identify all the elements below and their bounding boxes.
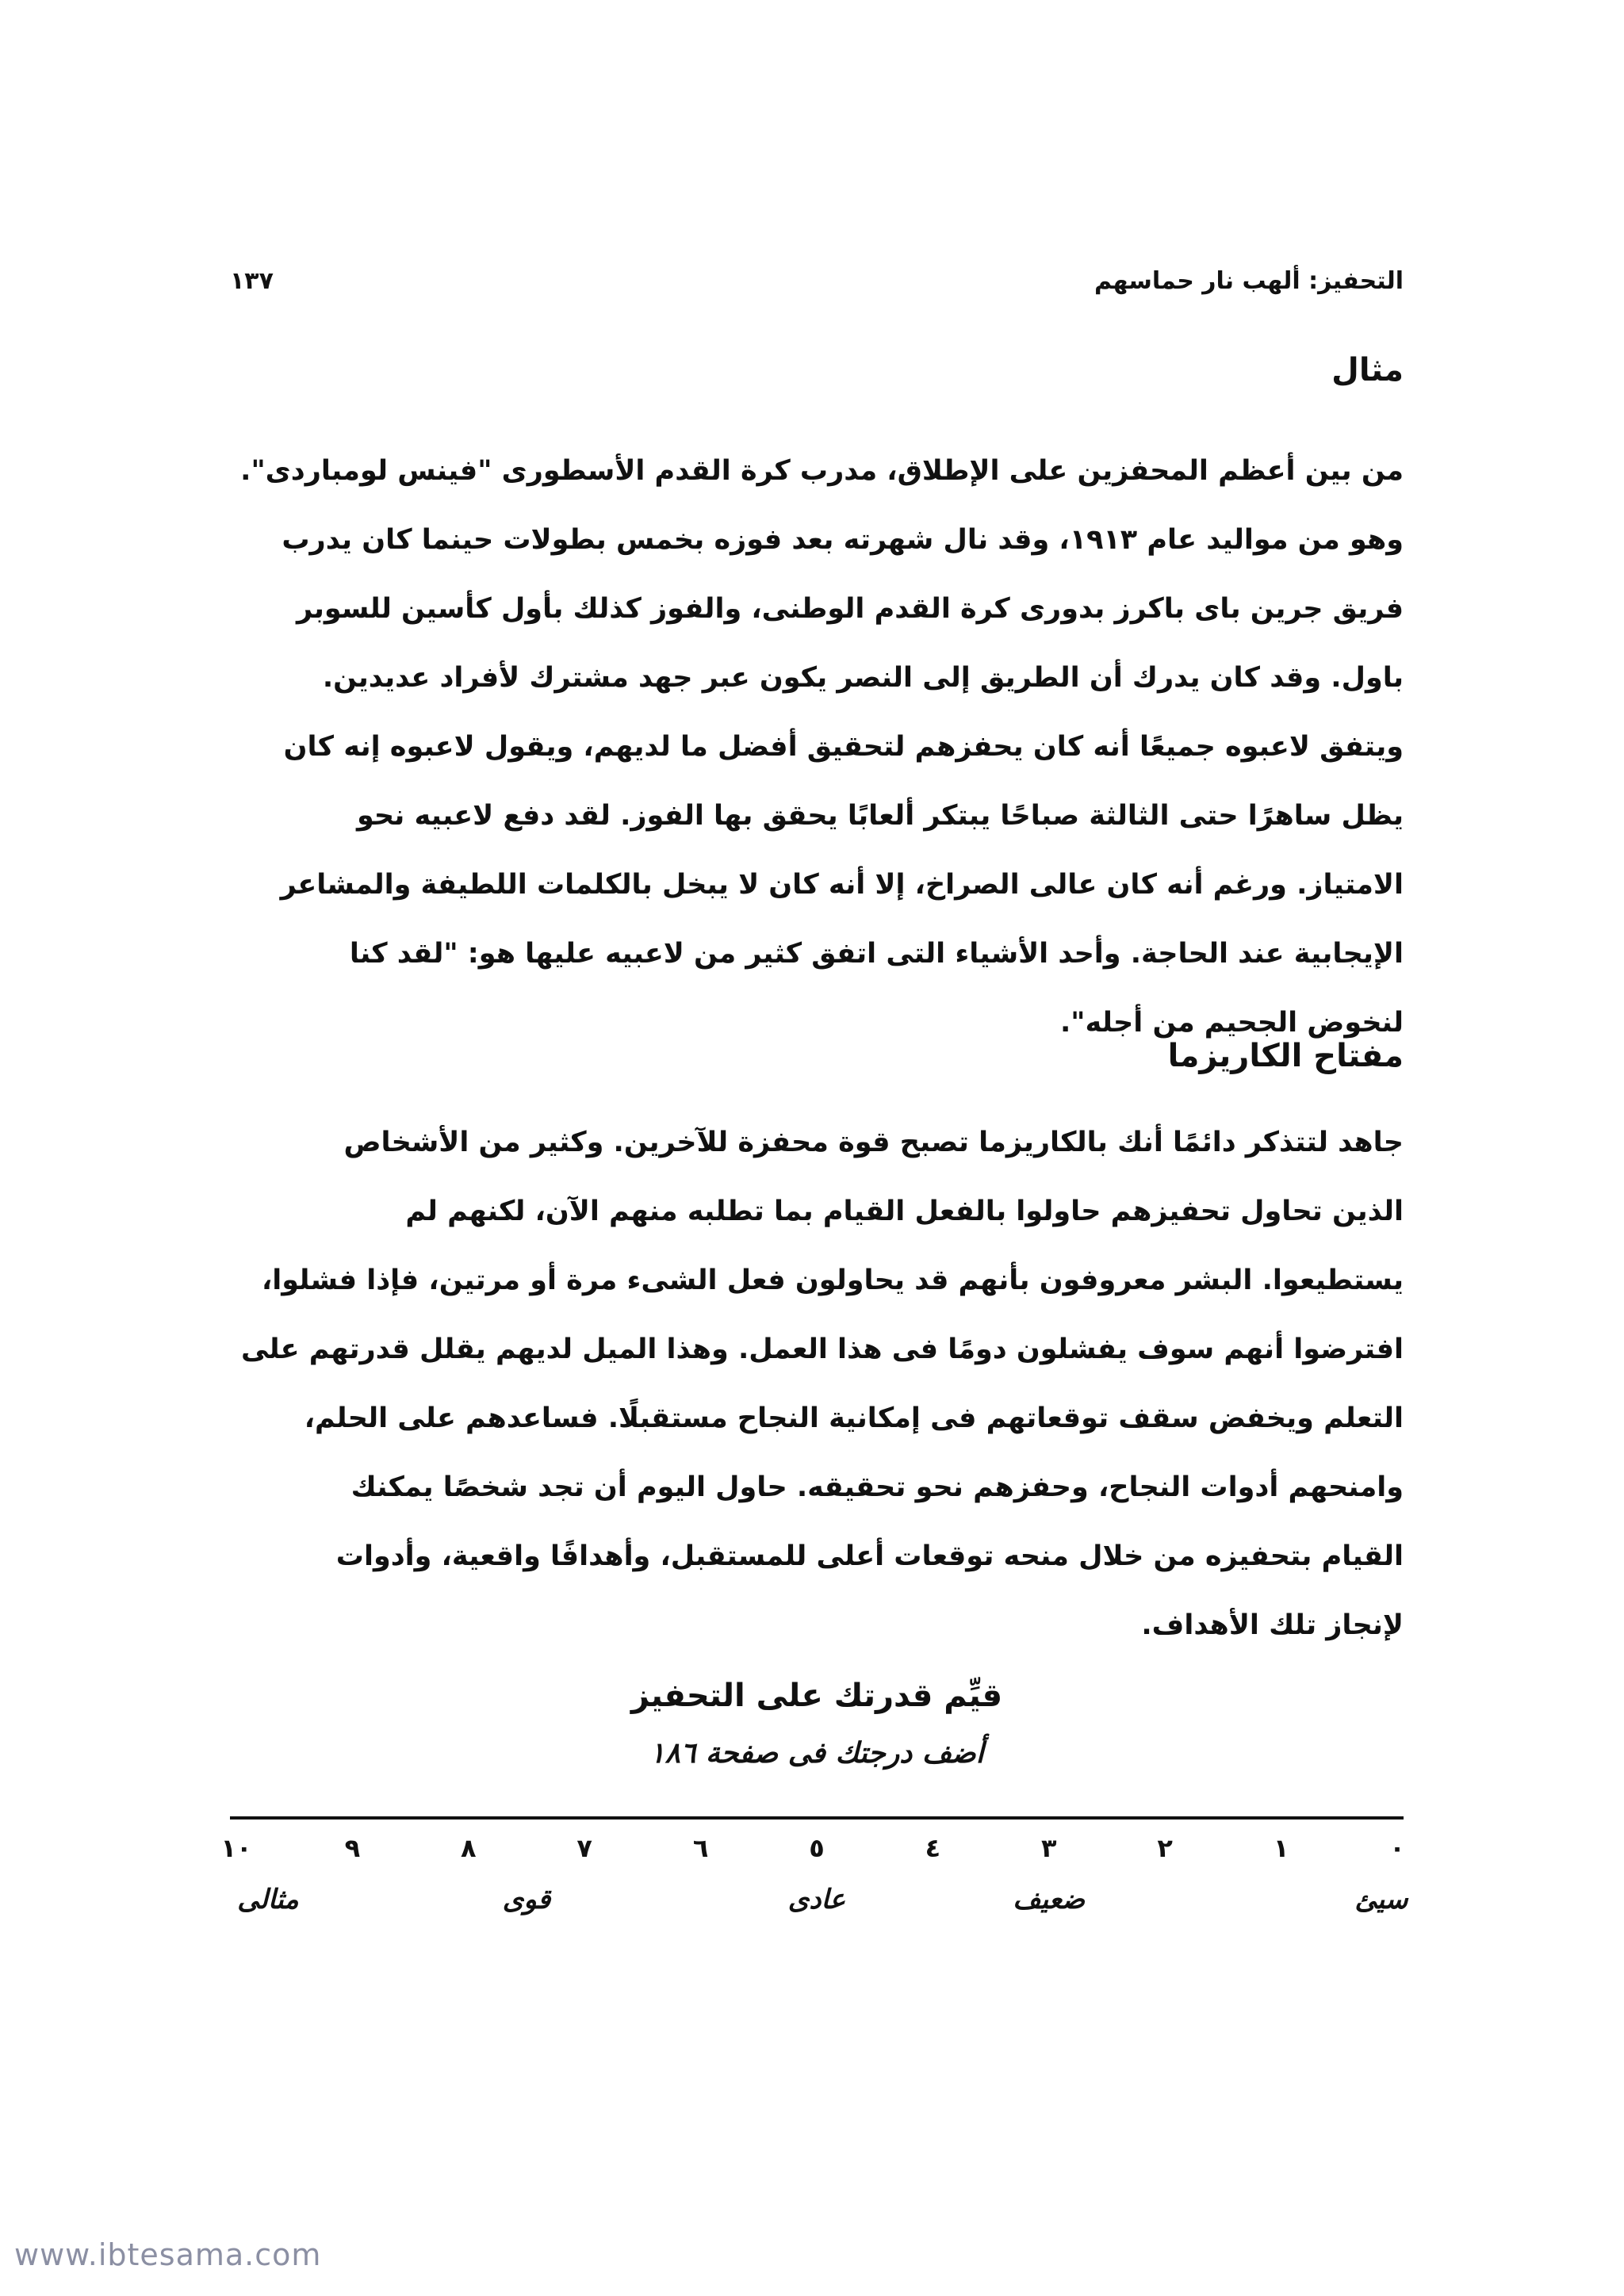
charisma-paragraph-line: افترضوا أنهم سوف يفشلون دومًا فى هذا العمل. وهذا الميل لديهم يقلل قدرتهم على	[240, 1334, 1404, 1365]
charisma-paragraph-line: الذين تحاول تحفيزهم حاولوا بالفعل القيام بما تطلبه منهم الآن، لكنهم لم	[405, 1196, 1404, 1227]
example-paragraph-line: يظل ساهرًا حتى الثالثة صباحًا يبتكر ألعابًا يحقق بها الفوز. لقد دفع لاعبيه نحو	[356, 800, 1404, 832]
example-paragraph-line: من بين أعظم المحفزين على الإطلاق، مدرب كرة القدم الأسطورى "فينس لومباردى".	[240, 455, 1404, 487]
charisma-paragraph	[230, 1108, 1404, 1660]
scale-label: سيئ	[1354, 1884, 1408, 1915]
charisma-paragraph-line: جاهد لتتذكر دائمًا أنك بالكاريزما تصبح قوة محفزة للآخرين. وكثير من الأشخاص	[343, 1127, 1404, 1158]
charisma-section	[230, 1032, 1404, 1660]
example-paragraph-line: فريق جرين باى باكرز بدورى كرة القدم الوطنى، والفوز كذلك بأول كأسين للسوبر	[296, 593, 1404, 625]
rating-block	[230, 1673, 1404, 1777]
scale-rule	[230, 1816, 1404, 1820]
rating-subtitle: أضف درجتك فى صفحة ١٨٦	[649, 1737, 984, 1770]
example-paragraph-line: لنخوض الجحيم من أجله".	[1060, 1007, 1404, 1039]
example-section	[230, 346, 1404, 1058]
example-paragraph-line: الإيجابية عند الحاجة. وأحد الأشياء التى اتفق كثير من لاعبيه عليها هو: "لقد كنا	[349, 938, 1404, 970]
scale-tick: ١	[1273, 1833, 1289, 1863]
scale-label: عادى	[787, 1884, 846, 1915]
charisma-paragraph-line: التعلم ويخفض سقف توقعاتهم فى إمكانية النجاح مستقبلًا. فساعدهم على الحلم،	[304, 1402, 1404, 1434]
rating-title: قيِّم قدرتك على التحفيز	[630, 1678, 1003, 1714]
example-paragraph-line: ويتفق لاعبوه جميعًا أنه كان يحفزهم لتحقيق أفضل ما لديهم، ويقول لاعبوه إنه كان	[283, 731, 1404, 763]
scale-tick: ٢	[1157, 1833, 1173, 1863]
charisma-heading: مفتاح الكاريزما	[1167, 1038, 1404, 1074]
example-paragraph-line: الامتياز. ورغم أنه كان عالى الصراخ، إلا أنه كان لا يبخل بالكلمات اللطيفة والمشاعر	[280, 869, 1404, 901]
scale-label: ضعيف	[1013, 1884, 1086, 1915]
rating-scale	[220, 1823, 1408, 1919]
scale-tick: ٨	[461, 1833, 477, 1863]
charisma-paragraph-line: وامنحهم أدوات النجاح، وحفزهم نحو تحقيقه. حاول اليوم أن تجد شخصًا يمكنك	[350, 1471, 1404, 1503]
scale-label: مثالى	[237, 1884, 299, 1915]
watermark-text: www.ibtesama.com	[14, 2237, 322, 2272]
scale-tick: ٤	[925, 1833, 941, 1863]
running-title: التحفيز: ألهب نار حماسهم	[1094, 267, 1404, 295]
example-paragraph-line: باول. وقد كان يدرك أن الطريق إلى النصر يكون عبر جهد مشترك لأفراد عديدين.	[322, 662, 1404, 694]
scale-tick: ٦	[692, 1833, 709, 1863]
scale-tick: ٣	[1041, 1833, 1057, 1863]
example-paragraph-line: وهو من مواليد عام ١٩١٣، وقد نال شهرته بعد فوزه بخمس بطولات حينما كان يدرب	[282, 524, 1404, 556]
page-number: ١٣٧	[230, 267, 274, 295]
scale-tick: ٠	[1389, 1833, 1405, 1863]
example-paragraph	[230, 437, 1404, 1058]
charisma-paragraph-line: لإنجاز تلك الأهداف.	[1141, 1609, 1404, 1641]
charisma-paragraph-line: القيام بتحفيزه من خلال منحه توقعات أعلى للمستقبل، وأهدافًا واقعية، وأدوات	[335, 1540, 1404, 1572]
scale-label: قوى	[502, 1884, 551, 1915]
scale-tick: ١٠	[220, 1833, 252, 1863]
scale-tick: ٩	[344, 1833, 361, 1863]
scale-tick: ٥	[809, 1833, 825, 1863]
running-header	[230, 262, 1404, 301]
example-heading: مثال	[1331, 352, 1404, 388]
scale-tick: ٧	[576, 1833, 592, 1863]
charisma-paragraph-line: يستطيعوا. البشر معروفون بأنهم قد يحاولون فعل الشىء مرة أو مرتين، فإذا فشلوا،	[261, 1265, 1404, 1296]
